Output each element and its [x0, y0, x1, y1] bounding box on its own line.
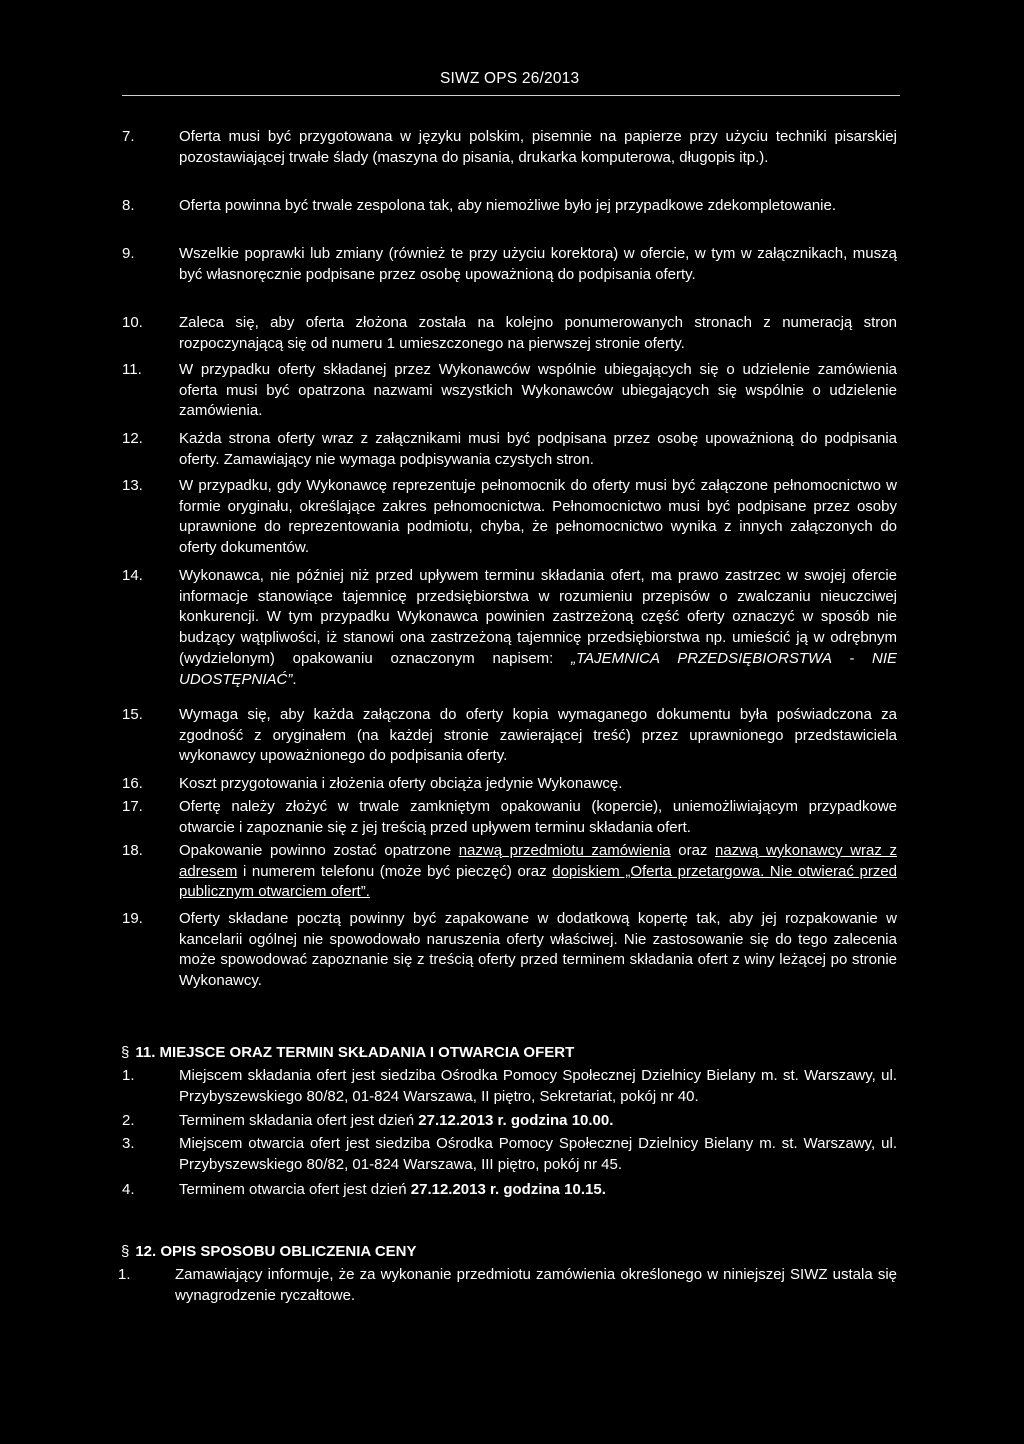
underlined-subject-name: nazwą przedmiotu zamówienia: [458, 842, 671, 859]
underlined-annotation: dopiskiem „Oferta przetargowa. Nie otwierać przed publicznym otwarciem ofert”.: [179, 862, 898, 901]
item-text: [179, 1111, 897, 1132]
item-text: Wymaga się, aby każda załączona do oferty kopia wymaganego dokumentu była poświadczona za zgodność z oryginałem (na każdej stronie zawierającej treść) przez uprawnionego przedstawiciela wykonawcy upoważnionego do podpisania oferty.: [179, 706, 897, 765]
item-text-plain: Terminem składania ofert jest dzień: [179, 1112, 419, 1129]
item-text: Oferta musi być przygotowana w języku polskim, pisemnie na papierze przy użyciu techniki pisarskiej pozostawiającej trwałe ślady (maszyna do pisania, drukarka komputerowa, długopis itp.).: [179, 128, 897, 166]
item-number: 9.: [122, 245, 135, 262]
item-text: [179, 1180, 897, 1201]
section-title: 11. MIEJSCE ORAZ TERMIN SKŁADANIA I OTWARCIA OFERT: [135, 1044, 575, 1061]
item-text-plain: Wykonawca, nie później niż przed upływem terminu składania ofert, ma prawo zastrzec w swojej ofercie informacje stanowiące tajemnicę przedsiębiorstwa w rozumieniu przepisów o zwalczaniu nieuczciwej konkurencji. W tym przypadku Wykonawca powinien zastrzeżoną część oferty oznaczyć w sposób nie budzący wątpliwości, iż stanowi ona zastrzeżoną tajemnicę przedsiębiorstwa np. umieścić ją w odrębnym (wydzielonym) opakowaniu oznaczonym napisem:: [179, 567, 897, 667]
item-number: 1.: [122, 1067, 135, 1084]
item-number: 7.: [122, 128, 135, 145]
item-number: 3.: [122, 1135, 135, 1152]
item-text-part1: Opakowanie powinno zostać opatrzone: [179, 842, 459, 859]
item-text-part3: i numerem telefonu (może być pieczęć) oraz: [237, 862, 553, 880]
item-text: Zamawiający informuje, że za wykonanie przedmiotu zamówienia określonego w niniejszej SIWZ ustala się wynagrodzenie ryczałtowe.: [175, 1266, 897, 1304]
item-number: 13.: [122, 477, 143, 494]
paragraph-symbol: §: [121, 1243, 130, 1260]
section-title: 12. OPIS SPOSOBU OBLICZENIA CENY: [135, 1243, 417, 1260]
item-text-plain: Terminem otwarcia ofert jest dzień: [179, 1181, 411, 1198]
item-number: 10.: [122, 314, 143, 331]
item-number: 12.: [122, 430, 143, 447]
item-text: Koszt przygotowania i złożenia oferty obciąża jedynie Wykonawcę.: [179, 775, 623, 792]
item-text: Miejscem składania ofert jest siedziba Ośrodka Pomocy Społecznej Dzielnicy Bielany m. st. Warszawy, ul. Przybyszewskiego 80/82, 01-824 Warszawa, II piętro, Sekretariat, pokój nr 40.: [179, 1067, 897, 1105]
underlined-contractor-name: nazwą wykonawcy wraz z adresem: [179, 842, 897, 880]
item-text: [179, 566, 897, 690]
item-number: 1.: [118, 1266, 131, 1283]
item-number: 17.: [122, 798, 143, 815]
item-text: Oferty składane pocztą powinny być zapakowane w dodatkową kopertę tak, aby jej rozpakowanie w kancelarii ogólnej nie spowodowało naruszenia oferty właściwej. Nie zastosowanie się do tego zalecenia może spowodować zapoznanie się z treścią oferty przed terminem składania ofert z winy leżącej po stronie Wykonawcy.: [179, 910, 897, 990]
item-number: 4.: [122, 1181, 135, 1198]
item-number: 16.: [122, 775, 143, 792]
document-code: SIWZ OPS 26/2013: [440, 70, 580, 87]
section-11-heading: [121, 1043, 574, 1063]
item-text: [179, 841, 897, 903]
item-number: 14.: [122, 567, 143, 584]
paragraph-symbol: §: [121, 1044, 130, 1061]
item-text: Ofertę należy złożyć w trwale zamkniętym opakowaniu (kopercie), uniemożliwiającym przypadkowe otwarcie i zapoznanie się z jej treścią przed upływem terminu składania ofert.: [179, 798, 897, 836]
item-text: Oferta powinna być trwale zespolona tak, aby niemożliwe było jej przypadkowe zdekompletowanie.: [179, 197, 837, 214]
item-number: 19.: [122, 910, 143, 927]
item-text: W przypadku oferty składanej przez Wykonawców wspólnie ubiegających się o udzielenie zamówienia oferta musi być opatrzona nazwami wszystkich Wykonawców ubiegających się wspólnie o udzielenie zamówienia.: [179, 361, 897, 420]
item-number: 18.: [122, 842, 143, 859]
header-rule: [122, 95, 900, 96]
item-text: Zaleca się, aby oferta złożona została na kolejno ponumerowanych stronach z numeracją stron rozpoczynającą się od numeru 1 umieszczonego na pierwszej stronie oferty.: [179, 314, 897, 352]
confidential-marking: „TAJEMNICA PRZEDSIĘBIORSTWA - NIE UDOSTĘPNIAĆ”: [179, 649, 897, 688]
item-number: 8.: [122, 197, 135, 214]
submission-deadline: 27.12.2013 r. godzina 10.00.: [418, 1112, 614, 1129]
opening-deadline: 27.12.2013 r. godzina 10.15.: [410, 1181, 606, 1198]
item-number: 2.: [122, 1112, 135, 1129]
item-text: Miejscem otwarcia ofert jest siedziba Ośrodka Pomocy Społecznej Dzielnicy Bielany m. st. Warszawy, ul. Przybyszewskiego 80/82, 01-824 Warszawa, III piętro, pokój nr 45.: [179, 1135, 897, 1173]
section-12-heading: [121, 1242, 417, 1262]
item-text: W przypadku, gdy Wykonawcę reprezentuje pełnomocnik do oferty musi być załączone pełnomocnictwo w formie oryginału, określające zakres pełnomocnictwa. Pełnomocnictwo musi być podpisane przez osoby uprawnione do reprezentowania podmiotu, chyba, że pełnomocnictwo wynika z innych załączonych do oferty dokumentów.: [179, 477, 897, 557]
item-number: 15.: [122, 706, 143, 723]
item-text-part2: oraz: [670, 842, 715, 859]
item-text: Każda strona oferty wraz z załącznikami musi być podpisana przez osobę upoważnioną do podpisania oferty. Zamawiający nie wymaga podpisywania czystych stron.: [179, 430, 897, 468]
item-text: Wszelkie poprawki lub zmiany (również te przy użyciu korektora) w ofercie, w tym w załącznikach, muszą być własnoręcznie podpisane przez osobę upoważnioną do podpisania oferty.: [179, 245, 897, 283]
item-number: 11.: [122, 361, 142, 378]
item-text-tail: .: [292, 670, 297, 688]
